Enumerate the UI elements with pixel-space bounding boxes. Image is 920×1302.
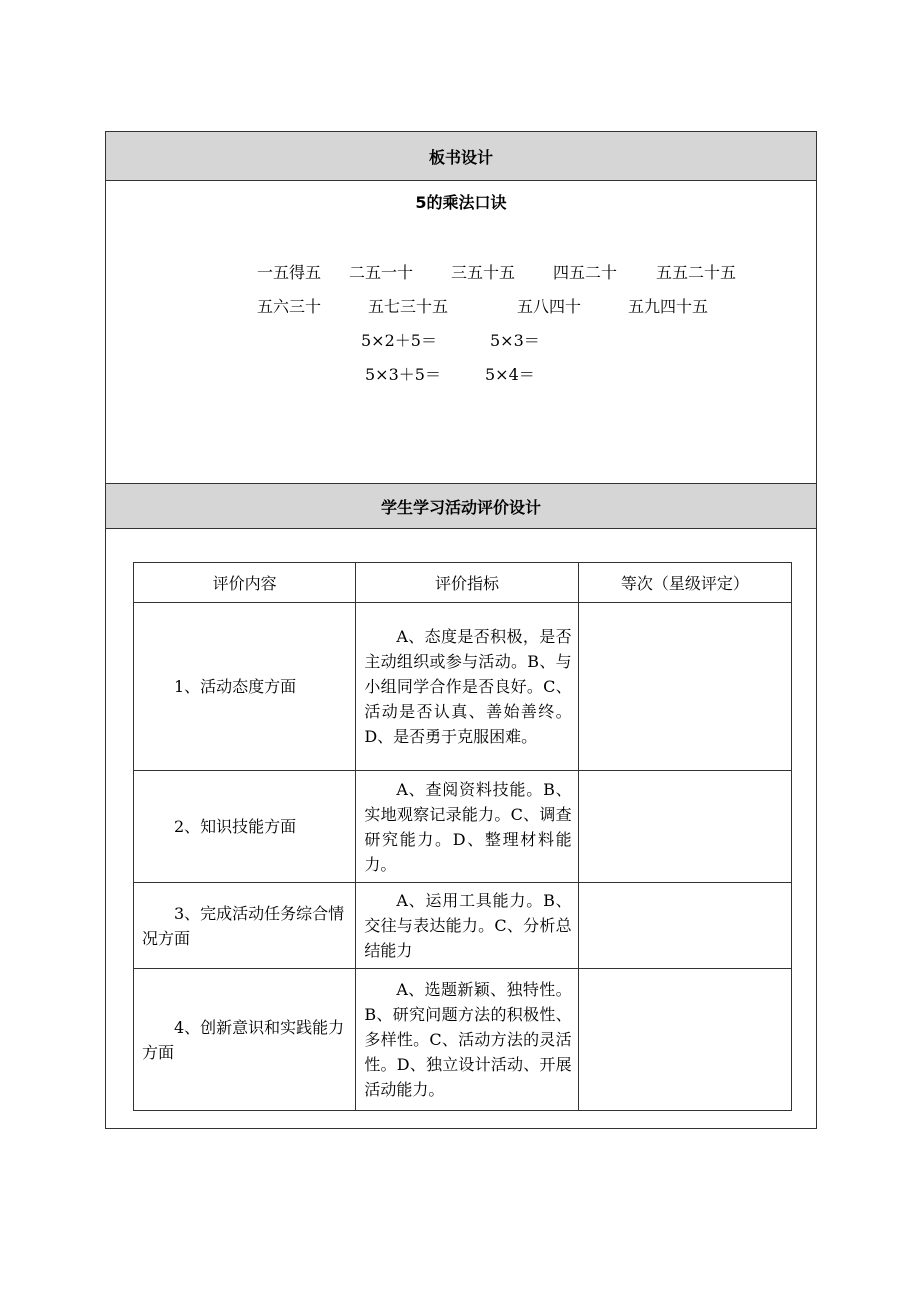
row-criteria-cell	[356, 603, 578, 771]
board-design-header	[106, 132, 816, 181]
row-grade-cell	[578, 883, 791, 969]
rhyme-item: 五九四十五	[628, 297, 709, 316]
lesson-plan-frame	[105, 131, 817, 1129]
rhyme-item: 一五得五	[257, 263, 322, 282]
row-criteria-cell	[356, 883, 578, 969]
header-content: 评价内容	[134, 563, 356, 603]
table-row	[134, 883, 792, 969]
row-grade-cell	[578, 603, 791, 771]
row-content: 4、创新意识和实践能力方面	[142, 1017, 345, 1062]
row-content-cell	[134, 883, 356, 969]
rhyme-item: 三五十五	[451, 263, 516, 282]
rhyme-item: 五八四十	[517, 297, 582, 316]
row-content: 2、知识技能方面	[174, 817, 297, 836]
board-design-title: 板书设计	[428, 147, 493, 167]
header-criteria: 评价指标	[356, 563, 578, 603]
row-criteria: A、态度是否积极，是否主动组织或参与活动。B、与小组同学合作是否良好。C、活动是否认真、善始善终。D、是否勇于克服困难。	[364, 627, 572, 746]
equation: 5×3＝	[490, 331, 540, 350]
equation: 5×3＋5＝	[365, 365, 441, 384]
evaluation-table	[133, 562, 792, 1111]
table-header-row	[134, 563, 792, 603]
row-grade-cell	[578, 969, 791, 1111]
row-criteria: A、运用工具能力。B、交往与表达能力。C、分析总结能力	[364, 891, 572, 960]
row-grade-cell	[578, 771, 791, 883]
row-content: 1、活动态度方面	[174, 677, 297, 696]
row-criteria-cell	[356, 969, 578, 1111]
rhyme-item: 二五一十	[349, 263, 414, 282]
row-criteria-cell	[356, 771, 578, 883]
row-content-cell	[134, 771, 356, 883]
row-criteria: A、查阅资料技能。B、实地观察记录能力。C、调查研究能力。D、整理材料能力。	[364, 779, 572, 874]
rhyme-item: 五七三十五	[368, 297, 449, 316]
evaluation-design-title: 学生学习活动评价设计	[380, 497, 541, 517]
table-row	[134, 969, 792, 1111]
board-topic-title: 5的乘法口诀	[415, 193, 507, 212]
row-content: 3、完成活动任务综合情况方面	[142, 903, 345, 948]
rhyme-item: 四五二十	[553, 263, 618, 282]
rhyme-item: 五六三十	[257, 297, 322, 316]
table-row	[134, 603, 792, 771]
row-content-cell	[134, 969, 356, 1111]
equation: 5×4＝	[485, 365, 535, 384]
header-grade: 等次（星级评定）	[578, 563, 791, 603]
rhyme-item: 五五二十五	[656, 263, 737, 282]
row-content-cell	[134, 603, 356, 771]
table-row	[134, 771, 792, 883]
equation: 5×2＋5＝	[361, 331, 437, 350]
row-criteria: A、选题新颖、独特性。B、研究问题方法的积极性、多样性。C、活动方法的灵活性。D、独立设计活动、开展活动能力。	[364, 980, 572, 1099]
evaluation-design-header	[106, 483, 816, 529]
